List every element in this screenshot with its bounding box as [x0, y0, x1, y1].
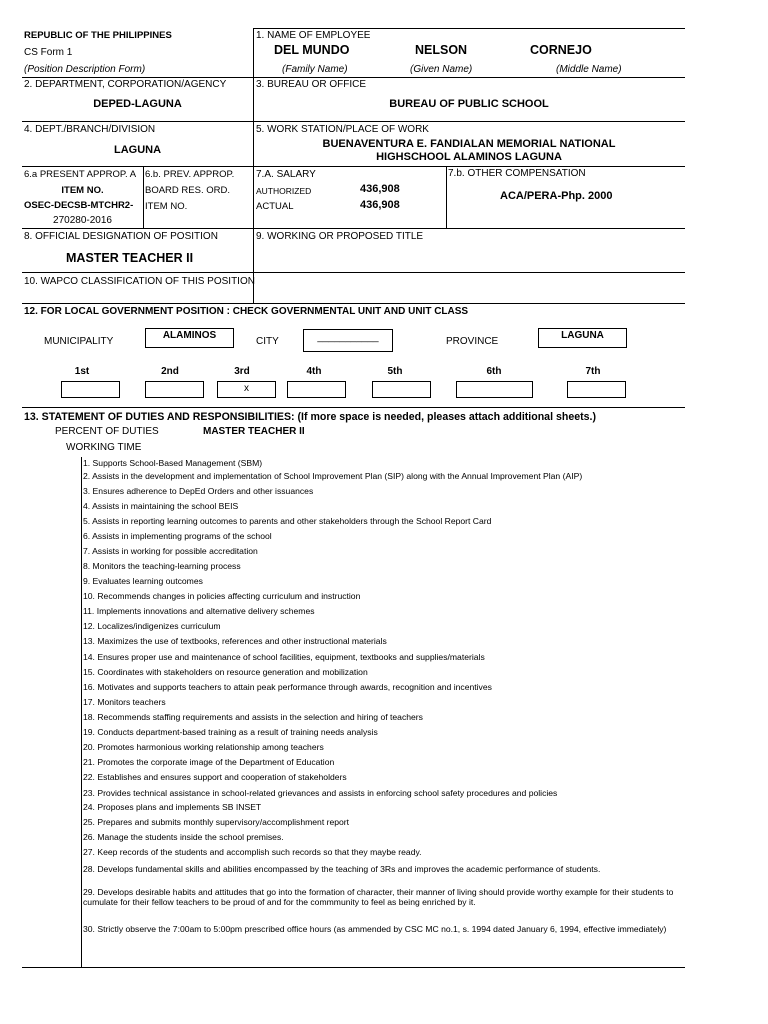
duty-item-24: 24. Proposes plans and implements SB INSET [83, 802, 262, 812]
present-approp-label: 6.a PRESENT APPROP. A [24, 169, 137, 180]
bureau-label: 3. BUREAU OR OFFICE [256, 79, 367, 90]
class-checkbox-5th[interactable] [372, 381, 431, 398]
duty-item-26: 26. Manage the students inside the school premises. [83, 832, 284, 842]
duties-left-rule [81, 457, 82, 967]
rule-row4 [22, 228, 685, 229]
prev-approp-item-label: ITEM NO. [145, 201, 188, 212]
duty-item-14: 14. Ensures proper use and maintenance of school facilities, equipment, textbooks and supplies/materials [83, 652, 485, 662]
duty-item-27: 27. Keep records of the students and accomplish such records so that they maybe ready. [83, 847, 422, 857]
class-checkbox-2nd[interactable] [145, 381, 204, 398]
duties-heading: 13. STATEMENT OF DUTIES AND RESPONSIBILITIES: (If more space is needed, pleases attach additional sheets.) [24, 411, 596, 423]
republic-label: REPUBLIC OF THE PHILIPPINES [24, 30, 172, 41]
form-name: CS Form 1 [24, 47, 73, 58]
salary-authorized-label: AUTHORIZED [256, 186, 312, 196]
class-checkbox-4th[interactable] [287, 381, 346, 398]
class-label-7th: 7th [585, 366, 601, 377]
rule-row6 [22, 303, 685, 304]
given-name-label: (Given Name) [410, 64, 473, 75]
class-label-6th: 6th [486, 366, 502, 377]
class-checkbox-6th[interactable] [456, 381, 533, 398]
class-label-1st: 1st [74, 366, 90, 377]
duty-item-20: 20. Promotes harmonious working relationship among teachers [83, 742, 324, 752]
prev-approp-label: 6.b. PREV. APPROP. [145, 169, 235, 180]
duty-item-16: 16. Motivates and supports teachers to attain peak performance through awards, recognition and incentives [83, 682, 492, 692]
duty-item-23: 23. Provides technical assistance in school-related grievances and assists in enforcing school safety procedures and policies [83, 788, 558, 798]
salary-authorized-value: 436,908 [360, 183, 400, 195]
province-value: LAGUNA [538, 328, 627, 348]
division-value: LAGUNA [113, 144, 162, 156]
workstation-line1: BUENAVENTURA E. FANDIALAN MEMORIAL NATIONAL [322, 138, 616, 150]
duties-position-label: MASTER TEACHER II [203, 426, 305, 437]
wapco-label: 10. WAPCO CLASSIFICATION OF THIS POSITION [24, 276, 255, 287]
duty-item-12: 12. Localizes/indigenizes curriculum [83, 621, 221, 631]
family-name-label: (Family Name) [282, 64, 348, 75]
prev-approp-board-label: BOARD RES. ORD. [145, 185, 230, 196]
class-label-4th: 4th [306, 366, 322, 377]
rule-row3 [22, 166, 685, 167]
duty-item-2: 2. Assists in the development and implementation of School Improvement Plan (SIP) along with the Annual Improvement Plan (AIP) [83, 471, 583, 481]
percent-duties-label: PERCENT OF DUTIES [55, 426, 159, 437]
duty-item-17: 17. Monitors teachers [83, 697, 166, 707]
workstation-label: 5. WORK STATION/PLACE OF WORK [256, 124, 429, 135]
present-approp-value1: OSEC-DECSB-MTCHR2- [24, 200, 134, 211]
bureau-value: BUREAU OF PUBLIC SCHOOL [389, 98, 549, 110]
duty-item-8: 8. Monitors the teaching-learning process [83, 561, 241, 571]
present-approp-item-label: ITEM NO. [61, 185, 104, 196]
city-value: ___________ [303, 329, 393, 352]
family-name: DEL MUNDO [274, 43, 350, 57]
duty-item-6: 6. Assists in implementing programs of the school [83, 531, 272, 541]
other-comp-value: ACA/PERA-Php. 2000 [500, 190, 613, 202]
present-approp-value2: 270280-2016 [53, 215, 112, 226]
duty-item-25: 25. Prepares and submits monthly supervisory/accomplishment report [83, 817, 350, 827]
department-value: DEPED-LAGUNA [93, 98, 182, 110]
duty-item-13: 13. Maximizes the use of textbooks, references and other instructional materials [83, 636, 387, 646]
col-divider-main [253, 28, 254, 303]
duty-item-29: 29. Develops desirable habits and attitudes that go into the formation of character, their manner of living should provide worthy example for their students to cumulate for their fellow teachers to be proud of and for the commmunity to feel as being enriched by it. [83, 887, 674, 907]
rule-row7 [22, 407, 685, 408]
duty-item-18: 18. Recommends staffing requirements and assists in the selection and hiring of teachers [83, 712, 423, 722]
local-gov-label: 12. FOR LOCAL GOVERNMENT POSITION : CHECK GOVERNMENTAL UNIT AND UNIT CLASS [24, 306, 469, 317]
duty-item-1: 1. Supports School-Based Management (SBM) [83, 458, 263, 468]
duty-item-5: 5. Assists in reporting learning outcomes to parents and other stakeholders through the School Report Card [83, 516, 492, 526]
salary-actual-value: 436,908 [360, 199, 400, 211]
duty-item-11: 11. Implements innovations and alternative delivery schemes [83, 606, 315, 616]
class-label-5th: 5th [387, 366, 403, 377]
duty-item-21: 21. Promotes the corporate image of the Department of Education [83, 757, 335, 767]
class-checkbox-1st[interactable] [61, 381, 120, 398]
employee-label: 1. NAME OF EMPLOYEE [256, 30, 371, 41]
rule-bottom [22, 967, 685, 968]
col-divider-6a [143, 166, 144, 228]
class-label-2nd: 2nd [161, 366, 179, 377]
other-comp-label: 7.b. OTHER COMPENSATION [448, 168, 586, 179]
designation-value: MASTER TEACHER II [66, 251, 194, 265]
salary-label: 7.A. SALARY [256, 169, 316, 180]
department-label: 2. DEPARTMENT, CORPORATION/AGENCY [24, 79, 227, 90]
duty-item-22: 22. Establishes and ensures support and cooperation of stakeholders [83, 772, 347, 782]
municipality-label: MUNICIPALITY [44, 336, 114, 347]
given-name: NELSON [415, 43, 468, 57]
middle-name: CORNEJO [530, 43, 592, 57]
city-label: CITY [256, 336, 279, 347]
duty-item-10: 10. Recommends changes in policies affecting curriculum and instruction [83, 591, 361, 601]
working-time-label: WORKING TIME [66, 442, 142, 453]
rule-top [253, 28, 685, 29]
duty-item-19: 19. Conducts department-based training as a result of training needs analysis [83, 727, 378, 737]
working-title-label: 9. WORKING OR PROPOSED TITLE [256, 231, 424, 242]
middle-name-label: (Middle Name) [556, 64, 622, 75]
division-label: 4. DEPT./BRANCH/DIVISION [24, 124, 156, 135]
duty-item-15: 15. Coordinates with stakeholders on resource generation and mobilization [83, 667, 368, 677]
workstation-line2: HIGHSCHOOL ALAMINOS LAGUNA [376, 151, 562, 163]
duty-item-4: 4. Assists in maintaining the school BEIS [83, 501, 239, 511]
duty-item-30: 30. Strictly observe the 7:00am to 5:00pm prescribed office hours (as ammended by CSC MC no.1, s. 1994 dated January 6, 1994, effective immediately) [83, 924, 667, 934]
duty-item-7: 7. Assists in working for possible accreditation [83, 546, 258, 556]
province-label: PROVINCE [446, 336, 499, 347]
rule-row1 [22, 77, 685, 78]
salary-actual-label: ACTUAL [256, 201, 294, 212]
class-checkbox-3rd[interactable]: x [217, 381, 276, 398]
rule-row5 [22, 272, 685, 273]
rule-row2 [22, 121, 685, 122]
designation-label: 8. OFFICIAL DESIGNATION OF POSITION [24, 231, 218, 242]
duty-item-9: 9. Evaluates learning outcomes [83, 576, 203, 586]
duty-item-28: 28. Develops fundamental skills and abilities encompassed by the teaching of 3Rs and improves the academic performance of students. [83, 864, 601, 874]
municipality-value: ALAMINOS [145, 328, 234, 348]
form-subtitle: (Position Description Form) [24, 64, 146, 75]
class-checkbox-7th[interactable] [567, 381, 626, 398]
col-divider-7b [446, 166, 447, 228]
duty-item-3: 3. Ensures adherence to DepEd Orders and other issuances [83, 486, 314, 496]
class-label-3rd: 3rd [234, 366, 250, 377]
